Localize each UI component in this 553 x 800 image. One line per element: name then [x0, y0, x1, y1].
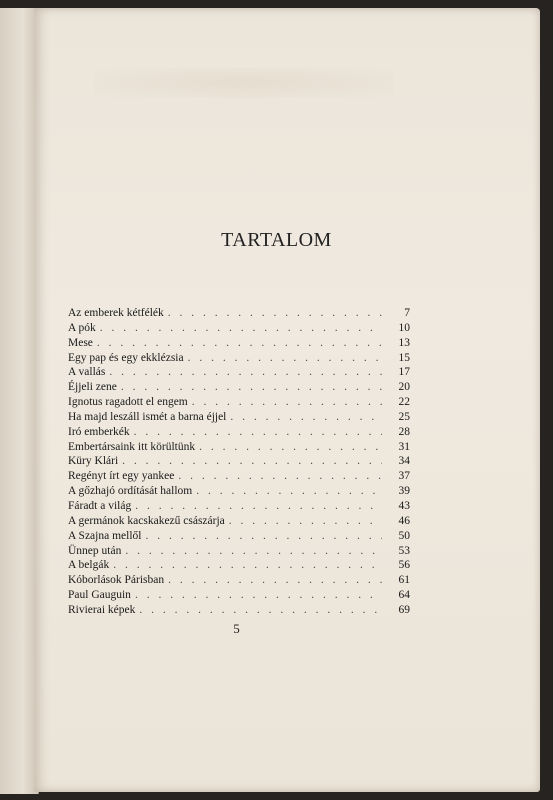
toc-entry	[68, 425, 410, 440]
toc-entry-page: 37	[398, 470, 410, 483]
toc-entry-page: 20	[398, 381, 410, 394]
toc-entry-title: A germánok kacskakezű császárja	[68, 514, 225, 527]
toc-entry-page: 64	[398, 589, 410, 602]
toc-entry-title: Küry Klári	[68, 455, 119, 468]
toc-entry-title: Az emberek kétfélék	[68, 307, 164, 319]
page-heading: TARTALOM	[221, 229, 332, 251]
toc-entry	[68, 440, 410, 455]
toc-entry-page: 25	[398, 410, 410, 423]
toc-entry-page: 7	[404, 307, 410, 319]
toc-entry	[68, 365, 410, 380]
toc-entry-title: Kóborlások Párisban	[68, 574, 165, 587]
toc-entry-page: 53	[398, 544, 410, 557]
dot-leader	[145, 529, 382, 544]
dot-leader	[121, 380, 382, 395]
toc-entry-title: A pók	[68, 321, 96, 334]
dot-leader	[188, 351, 382, 366]
toc-entry-page: 28	[398, 425, 410, 438]
dot-leader	[109, 365, 382, 380]
toc-entry	[68, 410, 410, 425]
toc-entry	[68, 321, 410, 336]
table-of-contents	[68, 306, 410, 618]
toc-entry-title: Rivierai képek	[68, 603, 136, 616]
dot-leader	[196, 484, 382, 499]
toc-entry-page: 13	[398, 336, 410, 349]
toc-entry	[68, 351, 410, 366]
dot-leader	[192, 395, 382, 410]
toc-entry	[68, 395, 410, 410]
toc-entry-page: 15	[398, 351, 410, 364]
toc-entry	[68, 306, 410, 321]
toc-entry	[68, 484, 410, 499]
toc-entry	[68, 603, 410, 618]
toc-entry-page: 50	[398, 529, 410, 542]
toc-entry-page: 43	[398, 499, 410, 512]
toc-entry-page: 69	[398, 603, 410, 616]
dot-leader	[113, 558, 382, 573]
toc-entry	[68, 558, 410, 573]
toc-entry-title: A gőzhajó ordítását hallom	[68, 485, 193, 498]
toc-entry-title: Regényt írt egy yankee	[68, 470, 175, 483]
toc-entry-title: Ignotus ragadott el engem	[68, 396, 188, 409]
toc-entry-page: 56	[398, 559, 410, 572]
toc-entry	[68, 514, 410, 529]
toc-entry	[68, 529, 410, 544]
toc-entry-title: A belgák	[68, 559, 110, 572]
dot-leader	[139, 603, 382, 618]
dot-leader	[97, 336, 382, 351]
toc-entry-page: 17	[398, 366, 410, 379]
toc-entry-page: 22	[398, 396, 410, 409]
dot-leader	[100, 321, 382, 336]
dot-leader	[178, 469, 382, 484]
toc-entry-title: Paul Gauguin	[68, 589, 131, 602]
dot-leader	[122, 454, 382, 469]
toc-entry-title: A vallás	[68, 366, 106, 379]
dot-leader	[229, 514, 382, 529]
toc-entry-title: A Szajna mellől	[68, 529, 142, 542]
toc-entry	[68, 544, 410, 559]
dot-leader	[199, 440, 382, 455]
dot-leader	[168, 573, 382, 588]
toc-entry-page: 39	[398, 485, 410, 498]
toc-entry-title: Ünnep után	[68, 544, 122, 557]
toc-entry-page: 61	[398, 574, 410, 587]
paper-stain	[94, 68, 394, 98]
dot-leader	[125, 544, 382, 559]
toc-entry-title: Fáradt a világ	[68, 499, 132, 512]
toc-entry-title: Egy pap és egy ekklézsia	[68, 351, 184, 364]
toc-entry-title: Ha majd leszáll ismét a barna éjjel	[68, 410, 227, 423]
page-number: 5	[233, 621, 240, 636]
toc-entry-page: 46	[398, 514, 410, 527]
toc-entry-page: 34	[398, 455, 410, 468]
toc-entry-page: 10	[398, 321, 410, 334]
toc-entry	[68, 380, 410, 395]
toc-entry	[68, 499, 410, 514]
toc-entry	[68, 469, 410, 484]
dot-leader	[168, 306, 382, 321]
toc-entry	[68, 454, 410, 469]
dot-leader	[135, 588, 382, 603]
toc-entry-title: Iró emberkék	[68, 425, 130, 438]
toc-entry	[68, 588, 410, 603]
toc-entry-title: Mese	[68, 336, 93, 349]
toc-entry-page: 31	[398, 440, 410, 453]
dot-leader	[230, 410, 382, 425]
dot-leader	[135, 499, 382, 514]
toc-entry	[68, 336, 410, 351]
toc-entry-title: Embertársaink itt körültünk	[68, 440, 196, 453]
toc-entry	[68, 573, 410, 588]
toc-entry-title: Éjjeli zene	[68, 381, 117, 394]
dot-leader	[134, 425, 382, 440]
